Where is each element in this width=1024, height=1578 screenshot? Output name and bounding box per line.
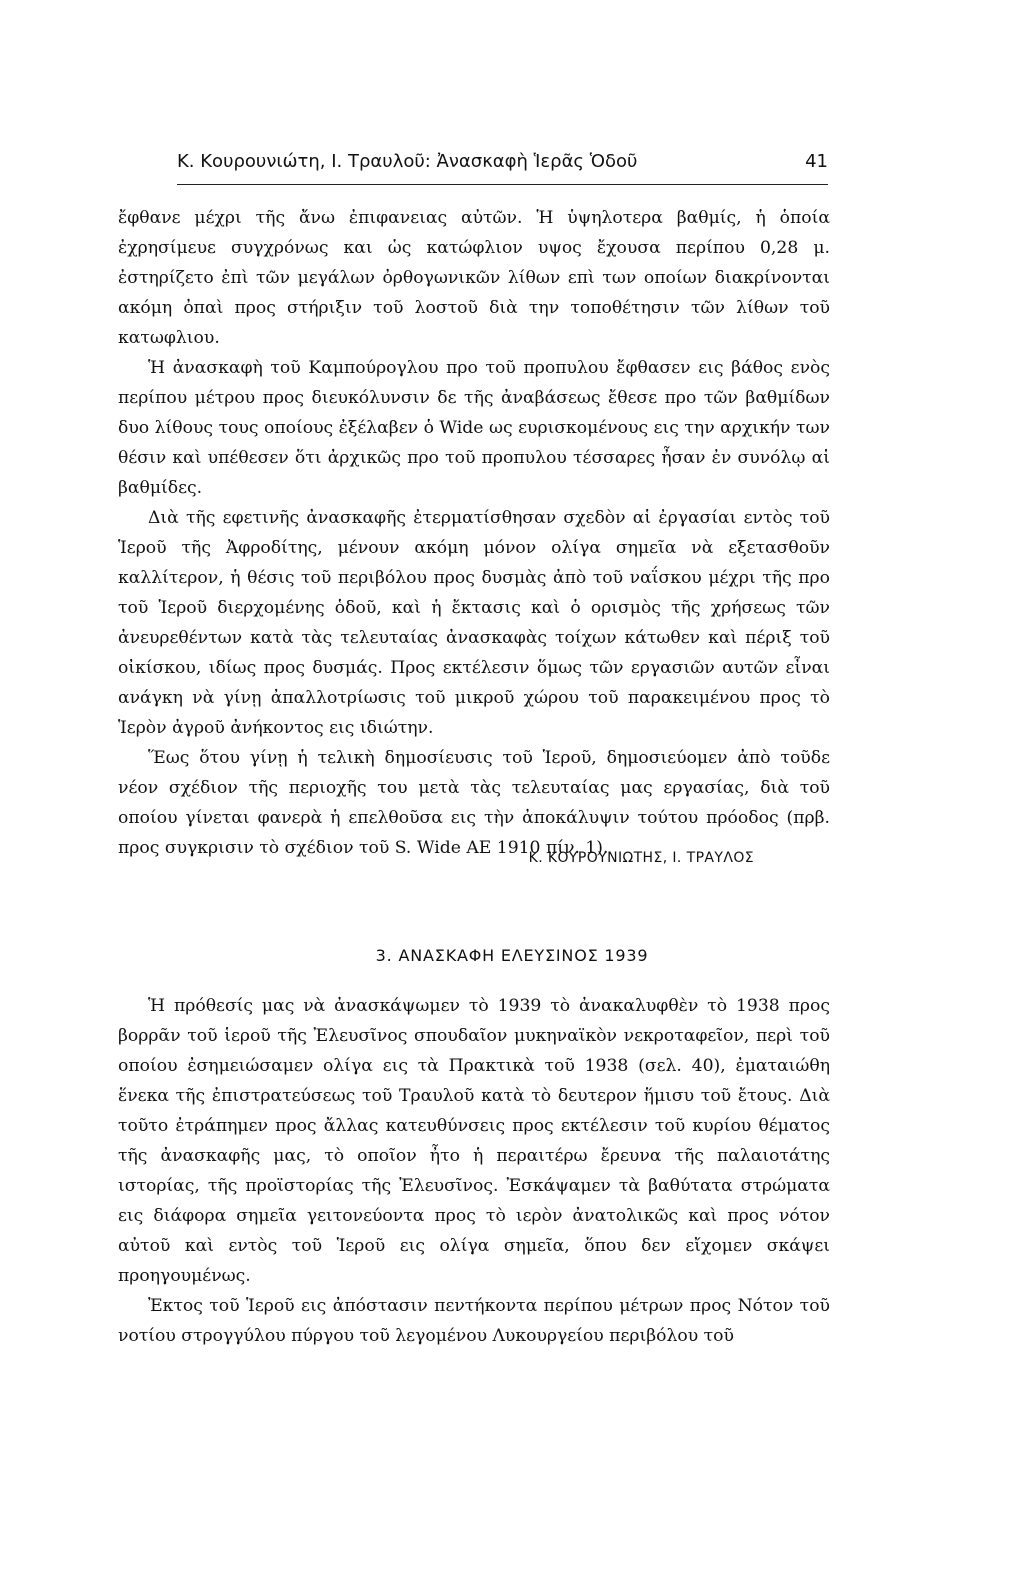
running-title: Κ. Κουρουνιώτη, Ι. Τραυλοῦ: Ἀνασκαφὴ Ἱερᾶς Ὁδοῦ (177, 151, 638, 172)
section-number: 3. (375, 946, 393, 965)
section-title: ΑΝΑΣΚΑΦΗ ΕΛΕΥΣΙΝΟΣ 1939 (398, 946, 649, 965)
header-rule (177, 184, 828, 185)
paragraph: Διὰ τῆς εφετινῆς ἀνασκαφῆς ἐτερματίσθησαν σχεδὸν αἱ ἐργασίαι εντὸς τοῦ Ἱεροῦ τῆς Ἀφροδίτης, μένουν ακόμη μόνον ολίγα σημεῖα νὰ εξετασθοῦν καλλίτερον, ἡ θέσις τοῦ περιβόλου προς δυσμὰς ἀπὸ τοῦ ναΐσκου μέχρι τῆς προ τοῦ Ἱεροῦ διερχομένης ὁδοῦ, καὶ ἡ ἔκτασις καὶ ὁ ορισμὸς τῆς χρήσεως τῶν ἀνευρεθέντων κατὰ τὰς τελευταίας ἀνασκαφὰς τοίχων κάτωθεν καὶ πέριξ τοῦ οἰκίσκου, ιδίως προς δυσμάς. Προς εκτέλεσιν ὅμως τῶν εργασιῶν αυτῶν εἶναι ανάγκη νὰ γίνῃ ἀπαλλοτρίωσις τοῦ μικροῦ χώρου τοῦ παρακειμένου προς τὸ Ἱερὸν ἀγροῦ ἀνήκοντος εις ιδιώτην. (118, 508, 830, 738)
paragraph: Ἕως ὅτου γίνῃ ἡ τελικὴ δημοσίευσις τοῦ Ἱεροῦ, δημοσιεύομεν ἀπὸ τοῦδε νέον σχέδιον τῆς περιοχῆς του μετὰ τὰς τελευταίας μας εργασίας, διὰ τοῦ οποίου γίνεται φανερὰ ἡ επελθοῦσα εις τὴν ἀποκάλυψιν τούτου πρόοδος (πρβ. προς συγκρισιν τὸ σχέδιον τοῦ S. Wide AE 1910 πίν. 1). (118, 748, 830, 858)
page-number: 41 (805, 151, 828, 172)
paragraph: Ἡ ἀνασκαφὴ τοῦ Καμπούρογλου προ τοῦ προπυλου ἔφθασεν εις βάθος ενὸς περίπου μέτρου προς διευκόλυνσιν δε τῆς ἀναβάσεως ἔθεσε προ τῶν βαθμίδων δυο λίθους τους οποίους ἐξέλαβεν ὁ Wide ως ευρισκομένους εις την αρχικήν των θέσιν καὶ υπέθεσεν ὅτι ἀρχικῶς προ τοῦ προπυλου τέσσαρες ἦσαν ἐν συνόλῳ αἱ βαθμίδες. (118, 358, 830, 498)
paragraph: ἔφθανε μέχρι τῆς ἄνω ἐπιφανειας αὐτῶν. Ἡ ὑψηλοτερα βαθμίς, ἡ ὁποία ἐχρησίμευε συγχρόνως και ὡς κατώφλιον υψος ἔχουσα περίπου 0,28 μ. ἐστηρίζετο ἐπὶ τῶν μεγάλων ὀρθογωνικῶν λίθων επὶ των οποίων διακρίνονται ακόμη ὀπαὶ προς στήριξιν τοῦ λοστοῦ διὰ την τοποθέτησιν τῶν λίθων τοῦ κατωφλιου. (118, 208, 830, 348)
running-header (177, 150, 828, 174)
authors-signature: Κ. ΚΟΥΡΟΥΝΙΩΤΗΣ, Ι. ΤΡΑΥΛΟΣ (528, 850, 754, 866)
paragraph: Ἡ πρόθεσίς μας νὰ ἀνασκάψωμεν τὸ 1939 τὸ ἀνακαλυφθὲν τὸ 1938 προς βορρᾶν τοῦ ἱεροῦ τῆς Ἐλευσῖνος σπουδαῖον μυκηναϊκὸν νεκροταφεῖον, περὶ τοῦ οποίου ἐσημειώσαμεν ολίγα εις τὰ Πρακτικὰ τοῦ 1938 (σελ. 40), ἐματαιώθη ἕνεκα τῆς ἐπιστρατεύσεως τοῦ Τραυλοῦ κατὰ τὸ δευτερον ἥμισυ τοῦ ἔτους. Διὰ τοῦτο ἐτράπημεν προς ἄλλας κατευθύνσεις προς εκτέλεσιν τοῦ κυρίου θέματος τῆς ἀνασκαφῆς μας, τὸ οποῖον ἦτο ἡ περαιτέρω ἔρευνα τῆς παλαιοτάτης ιστορίας, τῆς προϊστορίας τῆς Ἐλευσῖνος. Ἐσκάψαμεν τὰ βαθύτατα στρώματα εις διάφορα σημεῖα γειτονεύοντα προς τὸ ιερὸν ἀνατολικῶς καὶ προς νότον αὐτοῦ καὶ εντὸς τοῦ Ἱεροῦ εις ολίγα σημεῖα, ὅπου δεν εἴχομεν σκάψει προηγουμένως. (118, 996, 830, 1286)
section-heading (0, 946, 1024, 965)
section-2-body (118, 991, 830, 1351)
paragraph: Ἐκτος τοῦ Ἱεροῦ εις ἀπόστασιν πεντήκοντα περίπου μέτρων προς Νότον τοῦ νοτίου στρογγύλου πύργου τοῦ λεγομένου Λυκουργείου περιβόλου τοῦ (118, 1296, 830, 1346)
section-1-body (118, 203, 830, 863)
